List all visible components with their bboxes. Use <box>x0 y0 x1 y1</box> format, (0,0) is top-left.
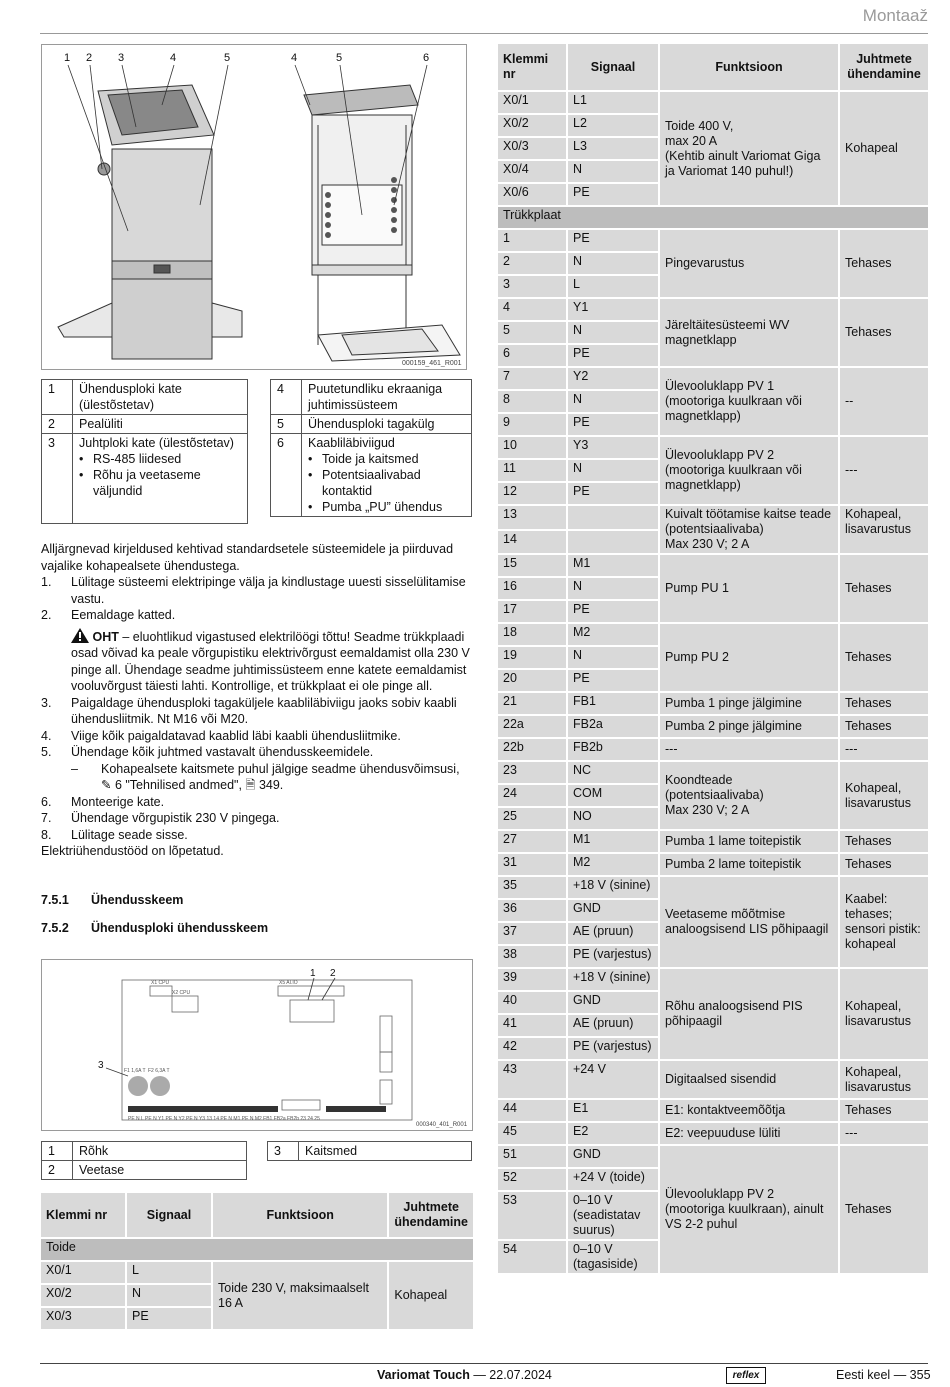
cell-connection: Tehases <box>840 831 928 852</box>
legend-num: 5 <box>271 415 302 434</box>
footer-page-number: — 355 <box>893 1368 931 1382</box>
cell-signal: M1 <box>568 555 658 576</box>
cell-signal: L3 <box>568 138 658 159</box>
col-header: Juhtmete ühendamine <box>389 1193 473 1237</box>
cell-terminal: 11 <box>498 460 566 481</box>
cell-signal: FB1 <box>568 693 658 714</box>
legend-text: Pealüliti <box>73 415 248 434</box>
col-header: Juhtmete ühendamine <box>840 44 928 90</box>
cell-terminal: X0/6 <box>498 184 566 205</box>
cell-connection: Tehases <box>840 716 928 737</box>
table-row <box>498 693 928 714</box>
device-figure <box>41 44 467 370</box>
cell-connection: Tehases <box>840 624 928 691</box>
cell-signal: PE <box>568 345 658 366</box>
cell-terminal: 31 <box>498 854 566 875</box>
table-row <box>498 555 928 576</box>
fig1-callout-6: 6 <box>423 52 430 64</box>
step-number: 5. <box>41 745 52 759</box>
cell-signal: GND <box>568 1146 658 1167</box>
cell-terminal: 4 <box>498 299 566 320</box>
power-table-230 <box>39 1191 475 1331</box>
step <box>41 728 473 745</box>
section-row <box>498 207 928 228</box>
legend-num: 2 <box>42 1161 73 1180</box>
fig1-code: 000159_461_R001 <box>402 360 462 367</box>
table-row <box>498 506 928 529</box>
cell-terminal: 2 <box>498 253 566 274</box>
cell-signal <box>568 531 658 554</box>
step <box>41 695 473 728</box>
cell-signal: L <box>568 276 658 297</box>
legend2-right <box>267 1141 472 1161</box>
step <box>41 574 473 607</box>
cell-terminal: 3 <box>498 276 566 297</box>
legend-text: Ühendusploki tagakülg <box>302 415 472 434</box>
cell-signal: PE <box>568 670 658 691</box>
cell-terminal: 18 <box>498 624 566 645</box>
cell-signal: E2 <box>568 1123 658 1144</box>
step-text: Paigaldage ühendusploki tagaküljele kaabliläbiviigu jaoks sobiv kaabli ühendusliitmik. Nt M16 või M20. <box>71 695 457 726</box>
board-label: X1 CPU <box>151 980 170 986</box>
cell-function: Ülevooluklapp PV 2 (mootoriga kuulkraan või magnetklapp) <box>660 437 838 504</box>
table-row <box>498 716 928 737</box>
step-text: Eemaldage katted. <box>71 608 176 622</box>
section-label: Trükkplaat <box>498 207 928 228</box>
board-label: X5 AI.IO <box>279 980 298 986</box>
step <box>41 744 473 761</box>
cell-signal: N <box>127 1285 211 1306</box>
cell-connection: --- <box>840 1123 928 1144</box>
legend-num: 1 <box>42 380 73 415</box>
col-header: Klemmi nr <box>498 44 566 90</box>
cell-terminal: X0/1 <box>498 92 566 113</box>
cell-signal: L1 <box>568 92 658 113</box>
table-row <box>498 877 928 898</box>
cell-signal: 0–10 V (tagasiside) <box>568 1241 658 1273</box>
fig1-callout-3: 3 <box>118 52 125 64</box>
footer-date: — 22.07.2024 <box>473 1368 552 1382</box>
cell-function: --- <box>660 739 838 760</box>
cell-signal: Y1 <box>568 299 658 320</box>
cell-terminal: 23 <box>498 762 566 783</box>
heading-number: 7.5.1 <box>41 893 69 907</box>
cell-connection: Tehases <box>840 555 928 622</box>
cell-terminal: 12 <box>498 483 566 504</box>
fuse-label: F2 6,3A T <box>148 1068 170 1074</box>
footer-product <box>377 1368 552 1382</box>
table-row <box>498 1061 928 1098</box>
step-number: 3. <box>41 695 52 710</box>
table-row <box>498 92 928 113</box>
legend-bullet: • Toide ja kaitsmed <box>308 451 465 467</box>
cell-terminal: 1 <box>498 230 566 251</box>
warning-block <box>41 628 473 695</box>
legend-bullet: • Potentsiaalivabad kontaktid <box>308 467 465 499</box>
cell-terminal: 43 <box>498 1061 566 1098</box>
cell-signal: N <box>568 647 658 668</box>
cell-function: Ülevooluklapp PV 2 (mootoriga kuulkraan), ainult VS 2-2 puhul <box>660 1146 838 1273</box>
reflex-logo: reflex <box>726 1367 766 1384</box>
cell-terminal: 40 <box>498 992 566 1013</box>
cell-terminal: X0/4 <box>498 161 566 182</box>
footer-divider <box>40 1363 928 1364</box>
cell-terminal: 7 <box>498 368 566 389</box>
terminal-table <box>496 42 930 1275</box>
cell-connection: Tehases <box>840 854 928 875</box>
cell-terminal: 5 <box>498 322 566 343</box>
cell-connection: --- <box>840 739 928 760</box>
cell-terminal: 39 <box>498 969 566 990</box>
cell-function: Toide 400 V, max 20 A (Kehtib ainult Variomat Giga ja Variomat 140 puhul!) <box>660 92 838 205</box>
cell-signal: PE <box>568 230 658 251</box>
cell-function: Digitaalsed sisendid <box>660 1061 838 1098</box>
table-row <box>498 969 928 990</box>
cell-terminal: 27 <box>498 831 566 852</box>
step-text: Lülitage seade sisse. <box>71 827 188 842</box>
fig1-callout-1: 1 <box>64 52 71 64</box>
legend-bullet: • RS-485 liidesed <box>79 451 241 467</box>
cell-connection: -- <box>840 368 928 435</box>
legend2-left <box>41 1141 247 1180</box>
legend-num: 6 <box>271 434 302 517</box>
col-header: Klemmi nr <box>41 1193 125 1237</box>
cell-signal: L <box>127 1262 211 1283</box>
step-number: 1. <box>41 575 52 589</box>
cell-connection: Kohapeal <box>389 1262 473 1329</box>
table-row <box>498 1100 928 1121</box>
done-text: Elektriühendustööd on lõpetatud. <box>41 844 224 858</box>
table-row <box>498 854 928 875</box>
legend-text: Kaitsmed <box>299 1142 472 1161</box>
heading-752 <box>41 921 268 935</box>
cell-function: Pumba 2 pinge jälgimine <box>660 716 838 737</box>
cell-terminal: X0/2 <box>498 115 566 136</box>
cell-signal: FB2b <box>568 739 658 760</box>
cell-signal: L2 <box>568 115 658 136</box>
legend-num: 3 <box>42 434 73 524</box>
cell-function: Rõhu analoogsisend PIS põhipaagil <box>660 969 838 1059</box>
cell-signal: GND <box>568 992 658 1013</box>
cell-signal: PE <box>568 601 658 622</box>
cell-signal: N <box>568 578 658 599</box>
cell-connection: Tehases <box>840 693 928 714</box>
fig1-callout-2: 2 <box>86 52 93 64</box>
table-row <box>498 624 928 645</box>
cell-signal: PE <box>127 1308 211 1329</box>
cell-terminal: X0/3 <box>41 1308 125 1329</box>
product-name: Variomat Touch <box>377 1368 470 1382</box>
col-header: Signaal <box>127 1193 211 1237</box>
legend-text: Rõhk <box>73 1142 247 1161</box>
cell-signal: N <box>568 322 658 343</box>
cell-terminal: 16 <box>498 578 566 599</box>
footer-language: Eesti keel <box>836 1368 891 1382</box>
cell-terminal: 21 <box>498 693 566 714</box>
cell-terminal: 9 <box>498 414 566 435</box>
step-text: Ühendage võrgupistik 230 V pingega. <box>71 811 280 825</box>
step-number: 7. <box>41 811 52 825</box>
col-header: Funktsioon <box>213 1193 387 1237</box>
heading-text: Ühendusploki ühendusskeem <box>91 921 269 935</box>
cell-connection: Tehases <box>840 1146 928 1273</box>
legend-text: Puutetundliku ekraaniga juhtimissüsteem <box>302 380 472 415</box>
substep <box>41 761 473 794</box>
cell-connection: Tehases <box>840 230 928 297</box>
step-text: Monteerige kate. <box>71 794 165 809</box>
step-text: Ühendage kõik juhtmed vastavalt ühendusskeemidele. <box>71 745 374 759</box>
cell-signal: Y2 <box>568 368 658 389</box>
cell-terminal: X0/1 <box>41 1262 125 1283</box>
cell-function: Koondteade (potentsiaalivaba) Max 230 V; 2 A <box>660 762 838 829</box>
substep-text[interactable]: Kohapealsete kaitsmete puhul jälgige seadme ühendusvõimsusi, ✎ 6 "Tehnilised andmed", 🗎 349. <box>101 761 460 792</box>
fig1-callout-4b: 4 <box>291 52 298 64</box>
cell-connection: Kohapeal <box>840 92 928 205</box>
cell-signal: +24 V <box>568 1061 658 1098</box>
cell-function: Pingevarustus <box>660 230 838 297</box>
fig2-callout-1: 1 <box>310 968 316 979</box>
legend-text: Juhtploki kate (ülestõstetav) <box>79 436 234 450</box>
cell-terminal: 38 <box>498 946 566 967</box>
device-illustration <box>42 45 466 369</box>
cell-signal: PE <box>568 184 658 205</box>
cell-function: Pumba 1 lame toitepistik <box>660 831 838 852</box>
cell-function: Järeltäitesüsteemi WV magnetklapp <box>660 299 838 366</box>
cell-signal: E1 <box>568 1100 658 1121</box>
cell-signal: N <box>568 460 658 481</box>
heading-751 <box>41 893 183 907</box>
warning-label: OHT <box>92 629 119 644</box>
cell-signal: N <box>568 391 658 412</box>
substep-dash: – <box>71 761 78 776</box>
cell-function: Pump PU 2 <box>660 624 838 691</box>
cell-signal: NC <box>568 762 658 783</box>
cell-signal: GND <box>568 900 658 921</box>
fig1-callout-5b: 5 <box>336 52 343 64</box>
terminal-row: PE N L PE N Y1 PE N Y2 PE N Y3 13 14 PE N M1 PE N M2 FB1 FB2a FB2b 23 24 25 <box>128 1116 320 1122</box>
legend-cell <box>73 434 248 524</box>
table-row <box>498 437 928 458</box>
table-row <box>498 762 928 783</box>
step <box>41 810 473 827</box>
cell-signal: M2 <box>568 624 658 645</box>
section-title: Montaaž <box>862 6 928 25</box>
cell-terminal: 19 <box>498 647 566 668</box>
cell-signal: PE (varjestus) <box>568 946 658 967</box>
heading-number: 7.5.2 <box>41 921 69 935</box>
cell-signal: +18 V (sinine) <box>568 969 658 990</box>
step-number: 6. <box>41 794 52 809</box>
legend-cell <box>302 434 472 517</box>
cell-terminal: 22b <box>498 739 566 760</box>
cell-function: Pumba 2 lame toitepistik <box>660 854 838 875</box>
cell-terminal: 8 <box>498 391 566 412</box>
cell-signal <box>568 506 658 529</box>
cell-function: Veetaseme mõõtmise analoogsisend LIS põhipaagil <box>660 877 838 967</box>
cell-signal: COM <box>568 785 658 806</box>
board-diagram <box>42 960 472 1130</box>
cell-function: Toide 230 V, maksimaalselt 16 A <box>213 1262 387 1329</box>
cell-terminal: X0/2 <box>41 1285 125 1306</box>
table-row <box>498 299 928 320</box>
step-number: 2. <box>41 608 52 622</box>
fig2-callout-3: 3 <box>98 1060 104 1071</box>
step <box>41 607 473 624</box>
cell-terminal: 44 <box>498 1100 566 1121</box>
cell-signal: PE (varjestus) <box>568 1038 658 1059</box>
cell-terminal: 36 <box>498 900 566 921</box>
legend-text: Ühendusploki kate (ülestõstetav) <box>73 380 248 415</box>
cell-signal: AE (pruun) <box>568 1015 658 1036</box>
table-row <box>498 739 928 760</box>
cell-terminal: 20 <box>498 670 566 691</box>
cell-signal: PE <box>568 483 658 504</box>
legend-num: 4 <box>271 380 302 415</box>
cell-terminal: 14 <box>498 531 566 554</box>
cell-terminal: 45 <box>498 1123 566 1144</box>
board-label: X2 CPU <box>172 990 191 996</box>
cell-signal: M1 <box>568 831 658 852</box>
step-text: Lülitage süsteemi elektripinge välja ja kindlustage uuesti sisselülitamise vastu. <box>71 575 466 606</box>
cell-terminal: 17 <box>498 601 566 622</box>
legend1-left <box>41 379 248 524</box>
fig2-callout-2: 2 <box>330 968 336 979</box>
body-text <box>41 541 473 860</box>
cell-connection: Kohapeal, lisavarustus <box>840 1061 928 1098</box>
cell-terminal: 51 <box>498 1146 566 1167</box>
cell-connection: Tehases <box>840 299 928 366</box>
cell-connection: --- <box>840 437 928 504</box>
cell-terminal: 54 <box>498 1241 566 1273</box>
cell-terminal: 52 <box>498 1169 566 1190</box>
intro-paragraph: Alljärgnevad kirjeldused kehtivad standardsetele süsteemidele ja piirduvad vajalike kohapealsete ühendustega. <box>41 542 454 573</box>
footer-page <box>836 1368 931 1382</box>
cell-function: E1: kontaktveemõõtja <box>660 1100 838 1121</box>
legend-num: 3 <box>268 1142 299 1161</box>
cell-terminal: 41 <box>498 1015 566 1036</box>
cell-connection: Kaabel: tehases; sensori pistik: kohapeal <box>840 877 928 967</box>
table-row <box>498 831 928 852</box>
cell-terminal: 13 <box>498 506 566 529</box>
cell-function: E2: veepuuduse lüliti <box>660 1123 838 1144</box>
cell-function: Ülevooluklapp PV 1 (mootoriga kuulkraan või magnetklapp) <box>660 368 838 435</box>
cell-connection: Kohapeal, lisavarustus <box>840 506 928 553</box>
cell-terminal: 42 <box>498 1038 566 1059</box>
table-row <box>498 1123 928 1144</box>
step-number: 8. <box>41 827 52 842</box>
cell-terminal: 6 <box>498 345 566 366</box>
cell-terminal: 35 <box>498 877 566 898</box>
cell-signal: 0–10 V (seadistatav suurus) <box>568 1192 658 1239</box>
fig1-callout-5: 5 <box>224 52 231 64</box>
cell-connection: Tehases <box>840 1100 928 1121</box>
legend-text: Veetase <box>73 1161 247 1180</box>
cell-terminal: 15 <box>498 555 566 576</box>
legend-num: 1 <box>42 1142 73 1161</box>
cell-signal: AE (pruun) <box>568 923 658 944</box>
table-row <box>498 1146 928 1167</box>
warning-icon <box>71 628 89 643</box>
cell-terminal: 22a <box>498 716 566 737</box>
legend-bullet: • Pumba „PU” ühendus <box>308 499 465 515</box>
cell-signal: +18 V (sinine) <box>568 877 658 898</box>
step-number: 4. <box>41 728 52 743</box>
fig1-callout-4: 4 <box>170 52 177 64</box>
cell-signal: PE <box>568 414 658 435</box>
legend1-right <box>270 379 472 517</box>
cell-signal: N <box>568 253 658 274</box>
fig2-code: 000340_401_R001 <box>416 1122 468 1128</box>
heading-text: Ühendusskeem <box>91 893 184 907</box>
table-row <box>498 230 928 251</box>
step <box>41 827 473 844</box>
col-header: Signaal <box>568 44 658 90</box>
cell-signal: NO <box>568 808 658 829</box>
cell-signal: N <box>568 161 658 182</box>
cell-signal: Y3 <box>568 437 658 458</box>
step <box>41 794 473 811</box>
cell-terminal: 53 <box>498 1192 566 1239</box>
cell-terminal: X0/3 <box>498 138 566 159</box>
cell-terminal: 25 <box>498 808 566 829</box>
section-row: Toide <box>41 1239 473 1260</box>
cell-signal: M2 <box>568 854 658 875</box>
cell-connection: Kohapeal, lisavarustus <box>840 969 928 1059</box>
cell-connection: Kohapeal, lisavarustus <box>840 762 928 829</box>
cell-terminal: 10 <box>498 437 566 458</box>
col-header: Funktsioon <box>660 44 838 90</box>
cell-terminal: 24 <box>498 785 566 806</box>
cell-signal: FB2a <box>568 716 658 737</box>
cell-function: Pump PU 1 <box>660 555 838 622</box>
legend-num: 2 <box>42 415 73 434</box>
cell-signal: +24 V (toide) <box>568 1169 658 1190</box>
step-text: Viige kõik paigaldatavad kaablid läbi kaabli ühendusliitmike. <box>71 728 401 743</box>
table-row <box>498 368 928 389</box>
header-divider <box>40 33 928 34</box>
cell-terminal: 37 <box>498 923 566 944</box>
fuse-label: F1 1,6A T <box>124 1068 146 1074</box>
cell-function: Kuivalt töötamise kaitse teade (potentsiaalivaba) Max 230 V; 2 A <box>660 506 838 553</box>
cell-function: Pumba 1 pinge jälgimine <box>660 693 838 714</box>
board-figure <box>41 959 473 1131</box>
warning-text: – eluohtlikud vigastused elektrilöögi tõttu! Seadme trükkplaadi osad võivad ka peale võrgupistiku elektrivõrgust eemaldamist olla 230 V pinge all. Ühendage seadme juhtimissüsteem enne katete eemaldamist vooluvõrgust täiesti lahti. Kontrollige, et trükkplaat ei ole pinge all. <box>71 629 470 693</box>
legend-bullet: • Rõhu ja veetaseme väljundid <box>79 467 241 499</box>
legend-text: Kaabliläbiviigud <box>308 436 395 450</box>
